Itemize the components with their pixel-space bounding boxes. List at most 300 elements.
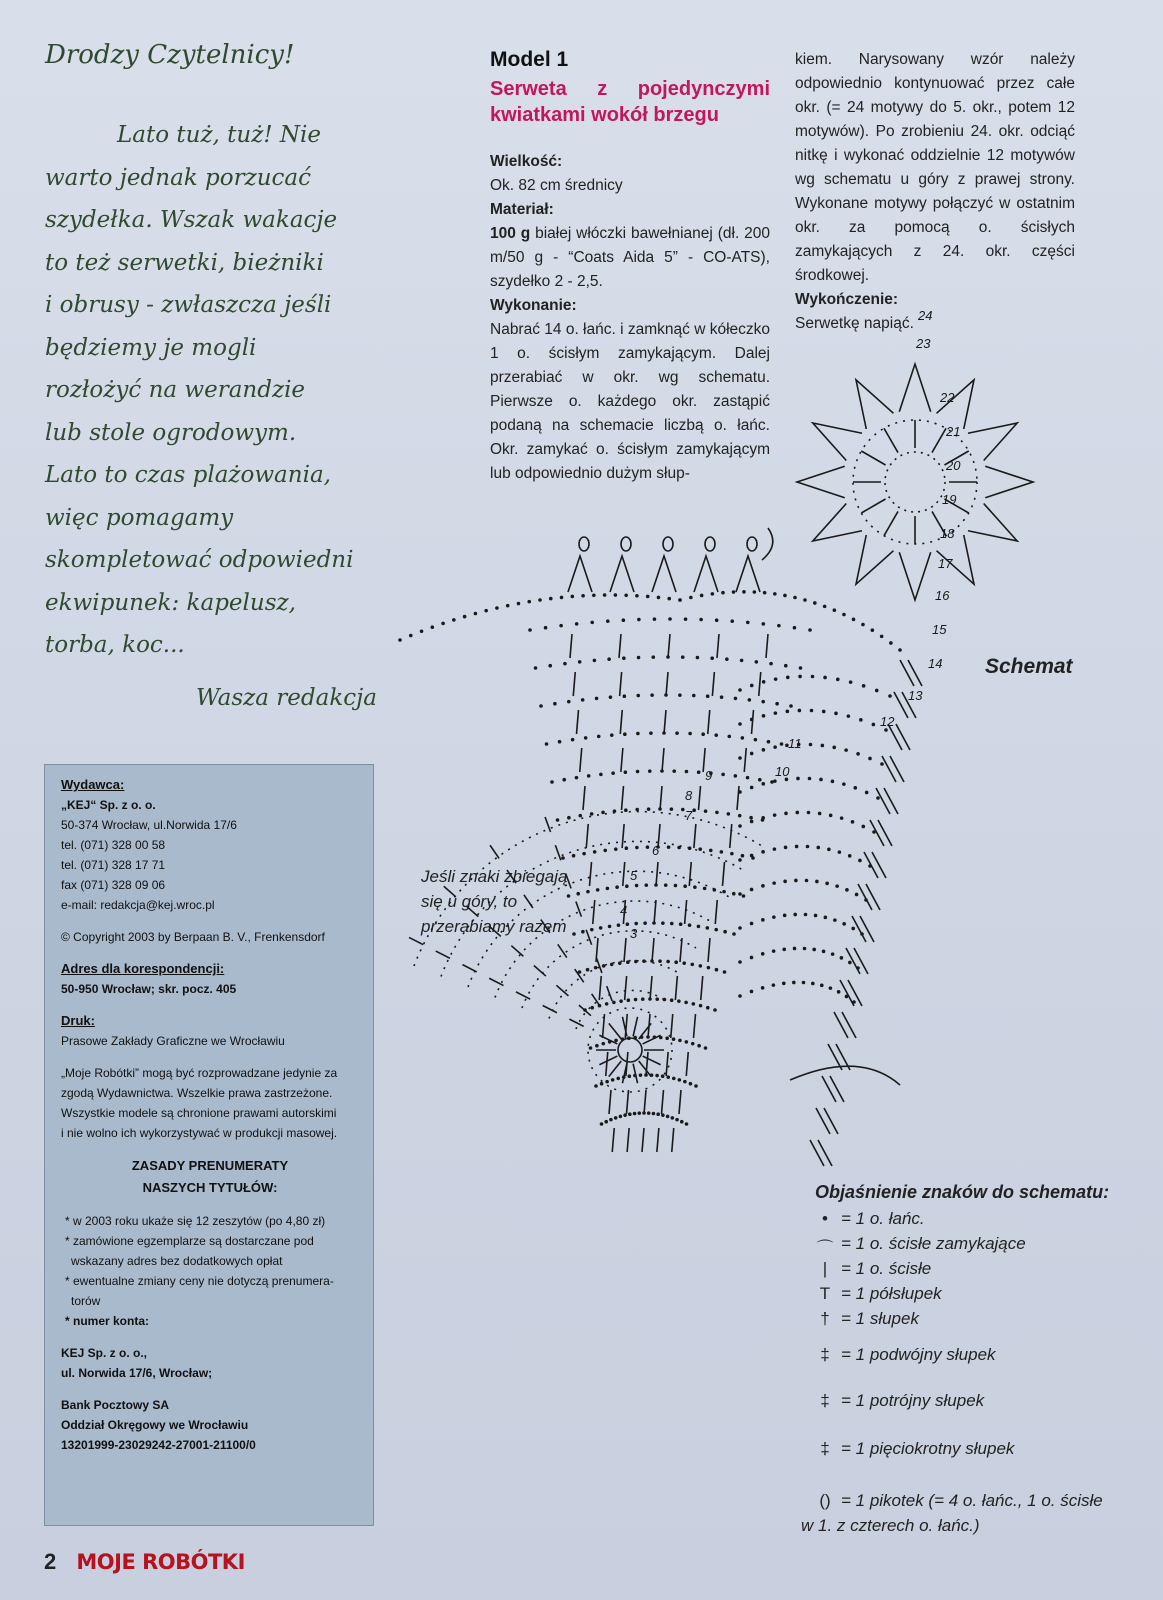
chain-arc-right [795,811,799,815]
chain-arc-row [727,812,731,816]
chain-arc-row [682,961,686,965]
chain-arc-right [782,948,786,952]
chain-arc-row [685,1122,689,1126]
chain-arc-right [750,786,754,790]
top-rim-chain [833,608,837,612]
stitch-post [599,976,601,1000]
stitch-post [744,748,746,772]
stitch-post [737,786,739,810]
chain-arc-row [668,617,672,621]
chain-arc-row [707,966,711,970]
chain-arc-right [840,956,844,960]
stitch-post [573,672,575,696]
round-stitch [436,951,450,958]
chain-arc-row [672,1077,676,1081]
chain-arc-right [774,677,778,681]
chain-arc-row [584,736,588,740]
flower-petal [968,504,1017,541]
chain-arc-row [545,742,549,746]
rights-line: zgodą Wydawnictwa. Wszelkie prawa zastrzeżone. [61,1086,333,1100]
bank-line: Oddział Okręgowy we Wrocławiu [61,1418,249,1432]
finishing-text: Serwetkę napiąć. [795,315,914,332]
chain-arc-row [628,1074,632,1078]
joining-stroke [762,528,773,560]
stitch-post [627,1090,629,1114]
stitch-post [723,862,725,886]
model-subtitle: Serweta z pojedynczymi kwiatkami wokół brzegu [490,78,770,126]
chain-arc-row [699,618,703,622]
round-stitch [534,965,546,976]
top-rim-chain [441,622,445,626]
picot-loop [621,537,631,551]
chain-arc-row [595,697,599,701]
round-number-label: 22 [940,390,955,405]
intro-body [45,114,385,667]
top-rim-chain [742,590,746,594]
top-rim-chain [474,612,478,616]
chain-arc-row [644,1073,648,1077]
chain-arc-right [809,743,813,747]
top-rim-chain [889,641,893,645]
chain-arc-right [738,926,742,930]
chain-arc-row [710,656,714,660]
picot-loop [663,537,673,551]
material-amount: 100 g [490,225,531,242]
stitch-post [662,748,664,772]
chain-arc-row [777,624,781,628]
top-rim-chain [813,601,817,605]
chain-arc-row [586,968,590,972]
chain-arc-row [692,808,696,812]
chain-arc-row [671,1116,675,1120]
chain-arc-right [761,918,765,922]
chain-arc-right [845,888,849,892]
chain-arc-row [607,657,611,661]
chain-arc-row [758,778,762,782]
round-number-label: 20 [946,458,961,473]
chain-arc-row [548,664,552,668]
chain-arc-right [738,960,742,964]
chain-arc-right [773,779,777,783]
chain-arc-row [646,845,650,849]
top-rim-chain [624,593,628,597]
chain-arc-right [738,790,742,794]
chain-arc-row [619,1115,623,1119]
round-stitch [466,906,478,917]
material-label: Materiał: [490,201,554,218]
stitch-post [689,862,691,886]
chain-arc-row [684,617,688,621]
chain-arc-right [820,984,824,988]
round-stitch [569,1019,583,1026]
chain-arc-right [762,714,766,718]
chain-arc-row [703,887,707,891]
chain-arc-right [840,816,844,820]
top-rim-chain [898,648,902,652]
slip-stitch-symbol-icon: ⌒ [816,1239,834,1258]
chain-arc-right [862,684,866,688]
round-stitch [576,902,581,917]
top-rim-chain [635,594,639,598]
chain-arc-row [709,849,713,853]
chain-arc-row [581,698,585,702]
chain-arc-row [723,930,727,934]
chain-arc-row [561,856,565,860]
chain-arc-row [628,1112,632,1116]
continuation-text: kiem. Narysowany wzór należy odpowiednio kontynuować przez całe okr. (= 24 motywy do 5. okr., potem 12 motywów). Po zrobieniu 24. okr. odciąć nitkę i wykonać oddzielnie 12 motywów wg schematu u góry z prawej strony. Wykonane motywy połączyć w ostatnim okr. za pomocą o. ścisłych zamykających z 24. okr. części środkowej. [795,51,1075,284]
chain-arc-right [786,710,790,714]
chain-arc-row [655,1074,659,1078]
top-rim-chain [793,596,797,600]
stitch-post [624,938,626,962]
chain-arc-row [714,733,718,737]
list-item: * w 2003 roku ukaże się 12 zeszytów (po 4,80 zł) [65,1214,326,1228]
round-number-label: 17 [938,556,953,571]
stitch-post [642,1128,644,1152]
round-stitch [507,870,516,883]
legend-row [815,1345,1145,1391]
chain-arc-row [675,731,679,735]
top-rim-chain [431,625,435,629]
chain-arc-right [848,854,852,858]
folio [44,1549,245,1575]
chain-arc-right [831,952,835,956]
chain-arc-right [783,914,787,918]
chain-arc-right [784,846,788,850]
chain-arc-row [697,1044,701,1048]
round-number-label: 5 [630,868,638,883]
chain-arc-row [634,998,638,1002]
chain-arc-right [772,915,776,919]
chain-arc-row [672,769,676,773]
chain-arc-row [567,894,571,898]
chain-arc-right [761,952,765,956]
rib-stitch [854,948,868,974]
chain-arc-right [772,983,776,987]
rib-stitch [858,884,872,910]
intro-line: ekwipunek: kapelusz, [45,589,296,616]
chain-arc-row [622,618,626,622]
center-stitch [633,1017,637,1036]
rib-stitch [882,756,896,782]
chain-arc-right [853,786,857,790]
rib-stitch [878,820,892,846]
top-rim-chain [852,618,856,622]
stitch-post [623,862,625,886]
stitch-post [660,786,662,810]
chain-arc-right [832,746,836,750]
round-stitch [596,958,601,973]
size-label: Wielkość: [490,153,563,170]
top-rim-chain [763,591,767,595]
center-ring [618,1038,642,1062]
top-rim-chain [495,606,499,610]
chain-arc-right [816,846,820,850]
chain-arc-row [627,998,631,1002]
chain-arc-right [831,780,835,784]
chain-arc-right [807,811,811,815]
stitch-post [675,976,677,1000]
chain-arc-right [851,927,855,931]
chain-arc-row [658,807,662,811]
chain-arc-row [666,1115,670,1119]
stitch-post [766,634,768,658]
chain-arc-row [755,660,759,664]
legend-text: = 1 półsłupek [841,1284,942,1303]
legend-text: = 1 pięciokrotny słupek [841,1439,1015,1458]
chain-arc-row [738,814,742,818]
rib-stitch [870,820,884,846]
subscription-heading: ZASADY PRENUMERATY [131,1158,289,1173]
stitch-post [619,634,621,658]
flower-stitch [861,499,885,513]
flower-petal [899,364,930,412]
chain-arc-row [539,704,543,708]
chain-arc-row [625,884,629,888]
chain-arc-right [750,888,754,892]
chain-arc-row [667,845,671,849]
chain-arc-row [582,852,586,856]
stitch-post [679,1090,681,1114]
fan-spike [610,556,634,592]
chain-arc-row [648,997,652,1001]
legend-row [815,1309,1145,1345]
publisher-line: „KEJ“ Sp. z o. o. [61,798,156,812]
chain-arc-right [750,990,754,994]
flower-petal [899,552,930,600]
chain-arc-row [675,1118,679,1122]
chain-arc-right [792,981,796,985]
round-number-label: 18 [940,526,955,541]
chain-arc-row [623,1113,627,1117]
stitch-post [570,634,572,658]
subscription-rules [61,1211,359,1331]
chain-arc-right [805,879,809,883]
publisher-line: 50-374 Wrocław, ul.Norwida 17/6 [61,818,237,832]
chain-arc-right [738,756,742,760]
chain-arc-row [793,626,797,630]
chain-arc-right [811,982,815,986]
chain-arc-right [819,778,823,782]
chain-arc-right [864,898,868,902]
round-stitch [545,817,550,832]
chain-arc-row [741,736,745,740]
list-item: torów [71,1294,101,1308]
chain-arc-row [677,999,681,1003]
chain-arc-row [650,693,654,697]
chain-arc-right [836,678,840,682]
stitch-post [730,824,732,848]
diagram-note: Jeśli znaki zbiegają się u góry, to przerabiamy razem [421,867,568,936]
rib-stitch [834,1012,848,1038]
chain-arc-row [666,1075,670,1079]
chain-arc-row [578,660,582,664]
chain-arc-row [635,846,639,850]
chain-arc-row [623,694,627,698]
chain-arc-right [815,880,819,884]
chain-arc-right [794,879,798,883]
round-stitch [558,944,567,957]
chain-arc-row [590,928,594,932]
picot-loop [705,537,715,551]
center-stitch [599,1056,617,1065]
chain-arc-row [769,662,773,666]
stitch-post [662,1090,664,1114]
stitch-post [593,900,595,924]
diagram-title: Schemat [985,655,1073,678]
top-rim-chain [463,615,467,619]
chain-arc-row [767,740,771,744]
legend-row [815,1209,1145,1234]
chain-arc-right [810,709,814,713]
chain-arc-right [851,820,855,824]
chain-arc-row [624,808,628,812]
chain-arc-row [715,968,719,972]
chain-arc-row [727,735,731,739]
chain-arc-row [614,1116,618,1120]
chain-arc-right [761,986,765,990]
chain-arc-right [783,880,787,884]
chain-arc-row [594,1084,598,1088]
chain-arc-row [614,1039,618,1043]
stitch-post [620,710,622,734]
rights-line: i nie wolno ich wykorzystywać w produkcji masowej. [61,1126,338,1140]
chain-arc-row [593,659,597,663]
publisher-line: fax (071) 328 09 06 [61,878,166,892]
rights-line: Wszystkie modele są chronione prawami autorskimi [61,1106,337,1120]
rib-stitch [908,660,922,686]
chain-arc-row [662,731,666,735]
chain-arc-right [750,956,754,960]
stitch-post [606,1052,608,1076]
chain-arc-row [559,624,563,628]
stitch-post [577,710,579,734]
chain-arc-right [795,845,799,849]
publisher-email[interactable]: e-mail: redakcja@kej.wroc.pl [61,898,215,912]
chain-arc-row [614,847,618,851]
top-rim-chain [678,598,682,602]
chain-arc-row [646,1035,650,1039]
intro-line: i obrusy - zwłaszcza jeśli [45,292,332,318]
chain-arc-right [798,709,802,713]
chain-arc-right [761,884,765,888]
rib-stitch [840,980,854,1006]
chain-arc-right [833,918,837,922]
stitch-post [686,1052,688,1076]
chain-arc-row [732,892,736,896]
chain-arc-right [772,881,776,885]
chain-arc-row [612,1001,616,1005]
round-stitch [543,1006,557,1013]
chain-arc-right [738,722,742,726]
legend-row [815,1259,1145,1284]
round-stitch [489,926,501,937]
base-arc [790,1066,900,1085]
chain-arc-right [750,684,754,688]
stitch-post [666,1052,668,1076]
flower-stitch [932,428,946,452]
chain-arc-right [750,718,754,722]
chain-arc-row [672,1037,676,1041]
bank-line: Bank Pocztowy SA [61,1398,170,1412]
chain-arc-right [762,748,766,752]
chain-arc-row [684,1001,688,1005]
chain-arc-row [602,964,606,968]
chain-arc-row [572,854,576,858]
chain-arc-row [654,883,658,887]
address: 50-950 Wrocław; skr. pocz. 405 [61,982,237,996]
chain-arc-row [658,959,662,963]
chain-arc-right [738,892,742,896]
top-rim-chain [753,590,757,594]
chain-arc-row [652,1112,656,1116]
top-rim-chain [603,593,607,597]
stitch-post [654,900,656,924]
chain-arc-right [773,813,777,817]
chain-arc-right [845,995,849,999]
chain-arc-row [609,1118,613,1122]
publisher-line: tel. (071) 328 00 58 [61,838,166,852]
chain-arc-row [740,659,744,663]
chain-arc-row [680,1120,684,1124]
legend-text: = 1 słupek [841,1309,919,1328]
top-rim-chain [517,602,521,606]
rib-stitch [816,1108,830,1134]
top-rim-chain [721,591,725,595]
top-rim-chain [581,594,585,598]
imprint-box [44,764,374,1526]
chain-arc-row [762,622,766,626]
intro-line: więc pomagamy [45,504,234,531]
chain-arc-right [844,748,848,752]
chain-arc-row [596,888,600,892]
legend-text: = 1 o. łańc. [841,1209,925,1228]
chain-arc-row [670,998,674,1002]
publisher-line: tel. (071) 328 17 71 [61,858,166,872]
chain-arc-row [635,808,639,812]
stitch-post [625,976,627,1000]
top-rim-chain [842,613,846,617]
chain-arc-row [693,885,697,889]
legend-text: = 1 potrójny słupek [841,1391,985,1410]
chain-arc-right [774,711,778,715]
legend-text: = 1 o. ścisłe zamykające [841,1234,1026,1253]
round-stitch [511,946,523,957]
round-number-label: 14 [928,656,943,671]
model-title: Model 1 [490,48,569,71]
chain-arc-row [556,818,560,822]
print-heading: Druk: [61,1013,95,1028]
chain-arc-row [639,1073,643,1077]
round-number-label: 23 [916,336,931,351]
chain-arc-row [590,1006,594,1010]
chain-arc-right [802,981,806,985]
greeting: Drodzy Czytelnicy! [45,40,295,70]
top-rim-chain [880,635,884,639]
chain-arc-right [860,932,864,936]
chain-arc-right [786,676,790,680]
flower-stitch [884,428,898,452]
rib-stitch [824,1108,838,1134]
chain-arc-row [599,926,603,930]
chain-arc-row [622,656,626,660]
stitch-post [717,634,719,658]
magazine-logo: MOJE ROBÓTKI [76,1550,245,1574]
legend-text: = 1 podwójny słupek [841,1345,996,1364]
top-rim-chain [657,596,661,600]
chain-arc-row [619,999,623,1003]
chain-arc-row [623,732,627,736]
